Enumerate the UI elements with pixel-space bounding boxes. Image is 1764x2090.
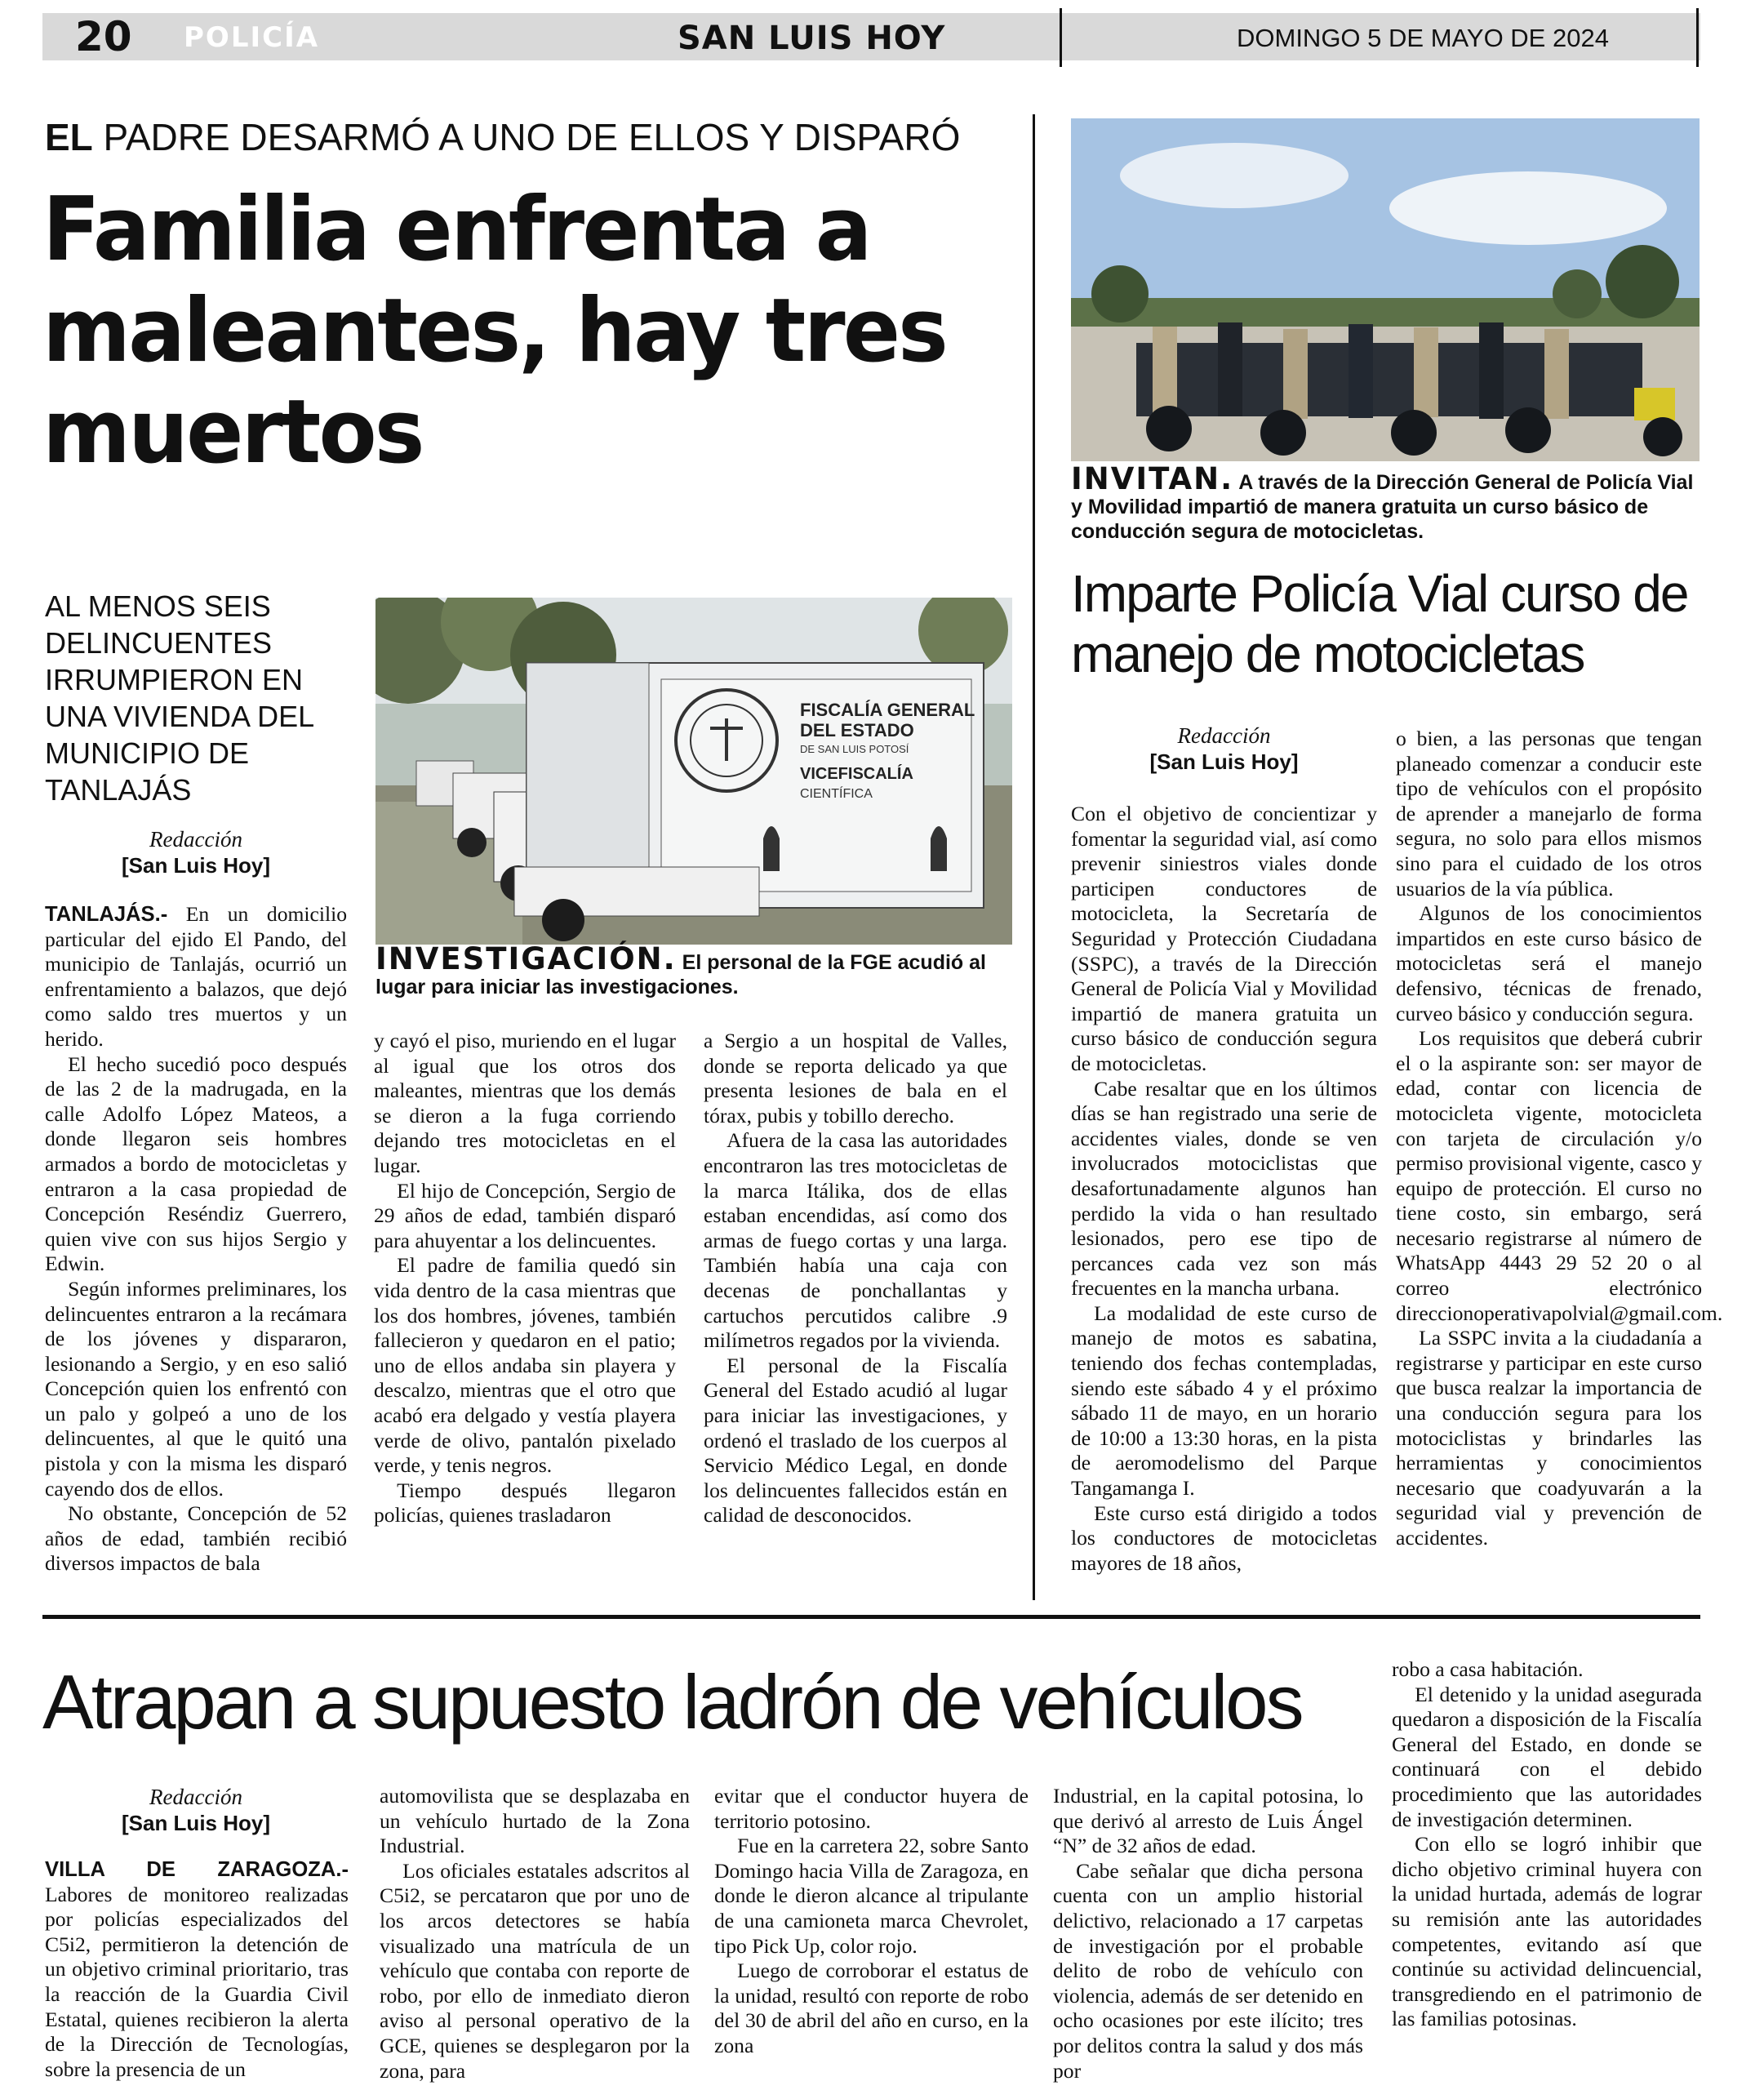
story1-column-1 <box>45 902 347 1576</box>
story3-paragraph: Fue en la carretera 22, sobre Santo Domingo hacia Villa de Zaragoza, en donde le dieron alcance al tripulante de una camioneta marca Chevrolet, tipo Pick Up, color rojo. <box>714 1834 1029 1958</box>
photo-motorcycle-course <box>1071 118 1700 461</box>
newspaper-name: SAN LUIS HOY <box>678 20 946 57</box>
story1-paragraph: TANLAJÁS.- En un domicilio particular del ejido El Pando, del municipio de Tanlajás, ocurrió un enfrentamiento a balazos, que dejó como saldo tres muertos y un herido. <box>45 902 347 1051</box>
story1-photo-caption: INVESTIGACIÓN. El personal de la FGE acudió al lugar para iniciar las investigaciones. <box>375 941 986 998</box>
story1-paragraph: Según informes preliminares, los delincuentes entraron a la recámara de los jóvenes y dispararon, lesionando a Sergio, y en eso salió Concepción quien los enfrentó con un palo y golpeó a uno de los delincuentes, al que le quitó una pistola y con la misma les disparó cayendo dos de ellos. <box>45 1276 347 1501</box>
motorcycle-group-illustration <box>1071 118 1700 461</box>
story2-photo-caption: INVITAN. A través de la Dirección General de Policía Vial y Movilidad impartió de manera gratuita un curso básico de conducción segura de motocicletas. <box>1071 461 1694 543</box>
story2-paragraph: o bien, a las personas que tengan planeado comenzar a conducir este tipo de vehículos con el propósito de aprender a manejarlo de forma segura, no solo para ellos mismos sino para el cuidado de los otros usuarios de la vía pública. <box>1396 727 1702 900</box>
story2-column-2 <box>1396 727 1723 1551</box>
van-door-text-4: VICEFISCALÍA <box>800 765 913 783</box>
story1-column-2 <box>374 1029 676 1528</box>
page-number: 20 <box>75 13 132 60</box>
story3-paragraph: Industrial, en la capital potosina, lo que derivó al arresto de Luis Ángel “N” de 32 años de edad. <box>1053 1784 1363 1858</box>
story3-paragraph: robo a casa habitación. <box>1392 1657 1584 1681</box>
story3-paragraph: VILLA DE ZARAGOZA.- Labores de monitoreo realizadas por policías especializados del C5i2, permitieron la detención de un objetivo criminal prioritario, tras la reacción de la Guardia Civil Estatal, quienes recibieron la alerta de la Dirección de Tecnologías, sobre la presencia de un <box>45 1858 349 2081</box>
story3-column-3 <box>714 1784 1029 2059</box>
story3-paragraph: Luego de corroborar el estatus de la unidad, resultó con reporte de robo del 30 de abril del año en curso, en la zona <box>714 1959 1029 2057</box>
van-door-text-3: DE SAN LUIS POTOSÍ <box>800 743 909 755</box>
van-door-text-1: FISCALÍA GENERAL <box>800 700 975 720</box>
byline-outlet: [San Luis Hoy] <box>121 853 270 878</box>
header-end-rule <box>1696 8 1699 67</box>
story1-kicker: EL PADRE DESARMÓ A UNO DE ELLOS Y DISPARÓ <box>45 116 961 158</box>
story3-paragraph: Cabe señalar que dicha persona cuenta con un amplio historial delictivo, relacionado a 17 carpetas de investigación por el probable delito de robo de vehículo con violencia, además de ser detenido en ocho ocasiones por este ilícito; tres por delitos contra la salud y dos más por <box>1053 1858 1363 2083</box>
byline-author: Redacción <box>149 827 242 852</box>
issue-date: DOMINGO 5 DE MAYO DE 2024 <box>1237 24 1609 52</box>
story3-paragraph: El detenido y la unidad asegurada quedaron a disposición de la Fiscalía General del Estado, en donde se continuará con el debido procedimiento que las autoridades de investigación determinen. <box>1392 1682 1702 1831</box>
story2-paragraph: Con el objetivo de concientizar y fomentar la seguridad vial, así como prevenir siniestros viales donde participen conductores de motocicleta, la Secretaría de Seguridad y Protección Ciudadana (SSPC), a través de la Dirección General de Policía Vial y Movilidad impartió de manera gratuita un curso básico de conducción segura de motocicletas. <box>1071 802 1377 1075</box>
story3-byline <box>45 1784 347 1836</box>
story2-column-1 <box>1071 802 1377 1576</box>
story2-paragraph: Este curso está dirigido a todos los conductores de motocicletas mayores de 18 años, <box>1071 1501 1377 1575</box>
story3-column-5 <box>1392 1657 1702 2032</box>
story3-paragraph: Con ello se logró inhibir que dicho objetivo criminal huyera con la unidad hurtada, además de lograr su remisión ante las autoridades competentes, evitando así que continúe su actividad delincuencial, transgrediendo en el patrimonio de las familias potosinas. <box>1392 1832 1702 2031</box>
story1-paragraph: No obstante, Concepción de 52 años de edad, también recibió diversos impactos de bala <box>45 1501 347 1576</box>
header-divider <box>1060 8 1062 67</box>
story1-paragraph: El hecho sucedió poco después de las 2 de la madrugada, en la calle Adolfo López Mateos, a donde llegaron seis hombres armados a bordo de motocicletas y entraron a la casa propiedad de Concepción Reséndiz Guerrero, quien vive con sus hijos Sergio y Edwin. <box>45 1052 347 1276</box>
story2-headline: Imparte Policía Vial curso de manejo de motocicletas <box>1071 564 1688 683</box>
story1-paragraph: Tiempo después llegaron policías, quienes trasladaron <box>374 1478 676 1527</box>
byline-outlet: [San Luis Hoy] <box>1149 749 1299 774</box>
story1-paragraph: El hijo de Concepción, Sergio de 29 años de edad, también disparó para ahuyentar a los delincuentes. <box>374 1178 676 1252</box>
story1-paragraph: El padre de familia quedó sin vida dentro de la casa mientras que los dos hombres, jóvenes, también fallecieron y quedaron en el patio; uno de ellos andaba sin playera y descalzo, mientras que el otro que acabó era delgado y vestía playera verde de olivo, pantalón pixelado verde, y tenis negros. <box>374 1253 676 1478</box>
story1-paragraph: Afuera de la casa las autoridades encontraron las tres motocicletas de la marca Itálika, dos de ellas estaban encendidas, así como dos armas de fuego cortas y una larga. También había una caja con decenas de ponchallantas y cartuchos percutidos calibre .9 milímetros regados por la vivienda. <box>704 1128 1007 1353</box>
story1-column-3 <box>704 1029 1007 1528</box>
story1-paragraph: a Sergio a un hospital de Valles, donde se reporta delicado ya que presenta lesiones de bala en el tórax, pubis y tobillo derecho. <box>704 1029 1007 1127</box>
van-door-text-5: CIENTÍFICA <box>800 787 873 801</box>
story2-paragraph: Los requisitos que deberá cubrir el o la aspirante son: ser mayor de edad, contar con licencia de motocicleta vigente, motocicleta con tarjeta de circulación y/o permiso provisional vigente, casco y equipo de protección. El curso no tiene costo, sin embargo, será necesario registrarse al número de WhatsApp 4443 29 52 20 o al correo electrónico direccionoperativapolvial@gmail.com. <box>1396 1026 1723 1325</box>
story2-paragraph: La modalidad de este curso de manejo de motos es sabatina, teniendo dos fechas contempladas, siendo este sábado 4 y el próximo sábado 11 de mayo, en un horario de 10:00 a 13:30 horas, en la pista de aeromodelismo del Parque Tangamanga I. <box>1071 1301 1377 1501</box>
story1-paragraph: y cayó el piso, muriendo en el lugar al igual que los otros dos maleantes, mientras que los demás se dieron a la fuga corriendo dejando tres motocicletas en el lugar. <box>374 1029 676 1177</box>
story2-paragraph: La SSPC invita a la ciudadanía a registrarse y participar en este curso que busca realzar la importancia de una conducción segura para los motociclistas y brindarles las herramientas y conocimientos necesario que coadyuvarán a la seguridad vial y prevención de accidentes. <box>1396 1326 1702 1550</box>
byline-author: Redacción <box>149 1785 242 1809</box>
story3-column-1 <box>45 1857 349 2082</box>
story2-paragraph: Algunos de los conocimientos impartidos en este curso básico de motocicletas será el manejo defensivo, técnicas de frenado, curveo básico y conducción segura. <box>1396 901 1702 1025</box>
byline-outlet: [San Luis Hoy] <box>121 1811 270 1835</box>
story1-byline <box>45 826 347 878</box>
photo-forensic-van <box>375 598 1012 945</box>
story2-paragraph: Cabe resaltar que en los últimos días se han registrado una serie de accidentes viales, donde se ven involucrados motociclistas que desafortunadamente algunos han perdido la vida o han resultado lesionados, pero ese tipo de percances cada vez son más frecuentes en la mancha urbana. <box>1071 1076 1377 1301</box>
section-divider <box>42 1615 1700 1619</box>
story3-column-2 <box>380 1784 690 2083</box>
van-door-text-2: DEL ESTADO <box>800 720 914 740</box>
forensic-van-illustration <box>375 598 1012 945</box>
story3-paragraph: evitar que el conductor huyera de territorio potosino. <box>714 1784 1029 1833</box>
section-name: POLICÍA <box>184 21 320 54</box>
story3-column-4 <box>1053 1784 1363 2083</box>
story1-headline: Familia enfrenta a maleantes, hay tres muertos <box>42 179 946 483</box>
byline-author: Redacción <box>1177 723 1271 748</box>
story3-paragraph: automovilista que se desplazaba en un vehículo hurtado de la Zona Industrial. <box>380 1784 690 1858</box>
story3-headline: Atrapan a supuesto ladrón de vehículos <box>42 1659 1302 1745</box>
story1-paragraph: El personal de la Fiscalía General del Estado acudió al lugar para iniciar las investigaciones, y ordenó el traslado de los cuerpos al Servicio Médico Legal, en donde los delincuentes fallecidos están en calidad de desconocidos. <box>704 1353 1007 1527</box>
column-rule <box>1033 114 1035 1600</box>
story1-deck: AL MENOS SEIS DELINCUENTES IRRUMPIERON EN UNA VIVIENDA DEL MUNICIPIO DE TANLAJÁS <box>45 589 313 807</box>
story2-byline <box>1071 723 1377 775</box>
story3-paragraph: Los oficiales estatales adscritos al C5i2, se percataron que por uno de los arcos detectores se había visualizado una matrícula de un vehículo que contaba con reporte de robo, por ello de inmediato dieron aviso al personal operativo de la GCE, quienes se desplegaron por la zona, para <box>380 1858 690 2083</box>
